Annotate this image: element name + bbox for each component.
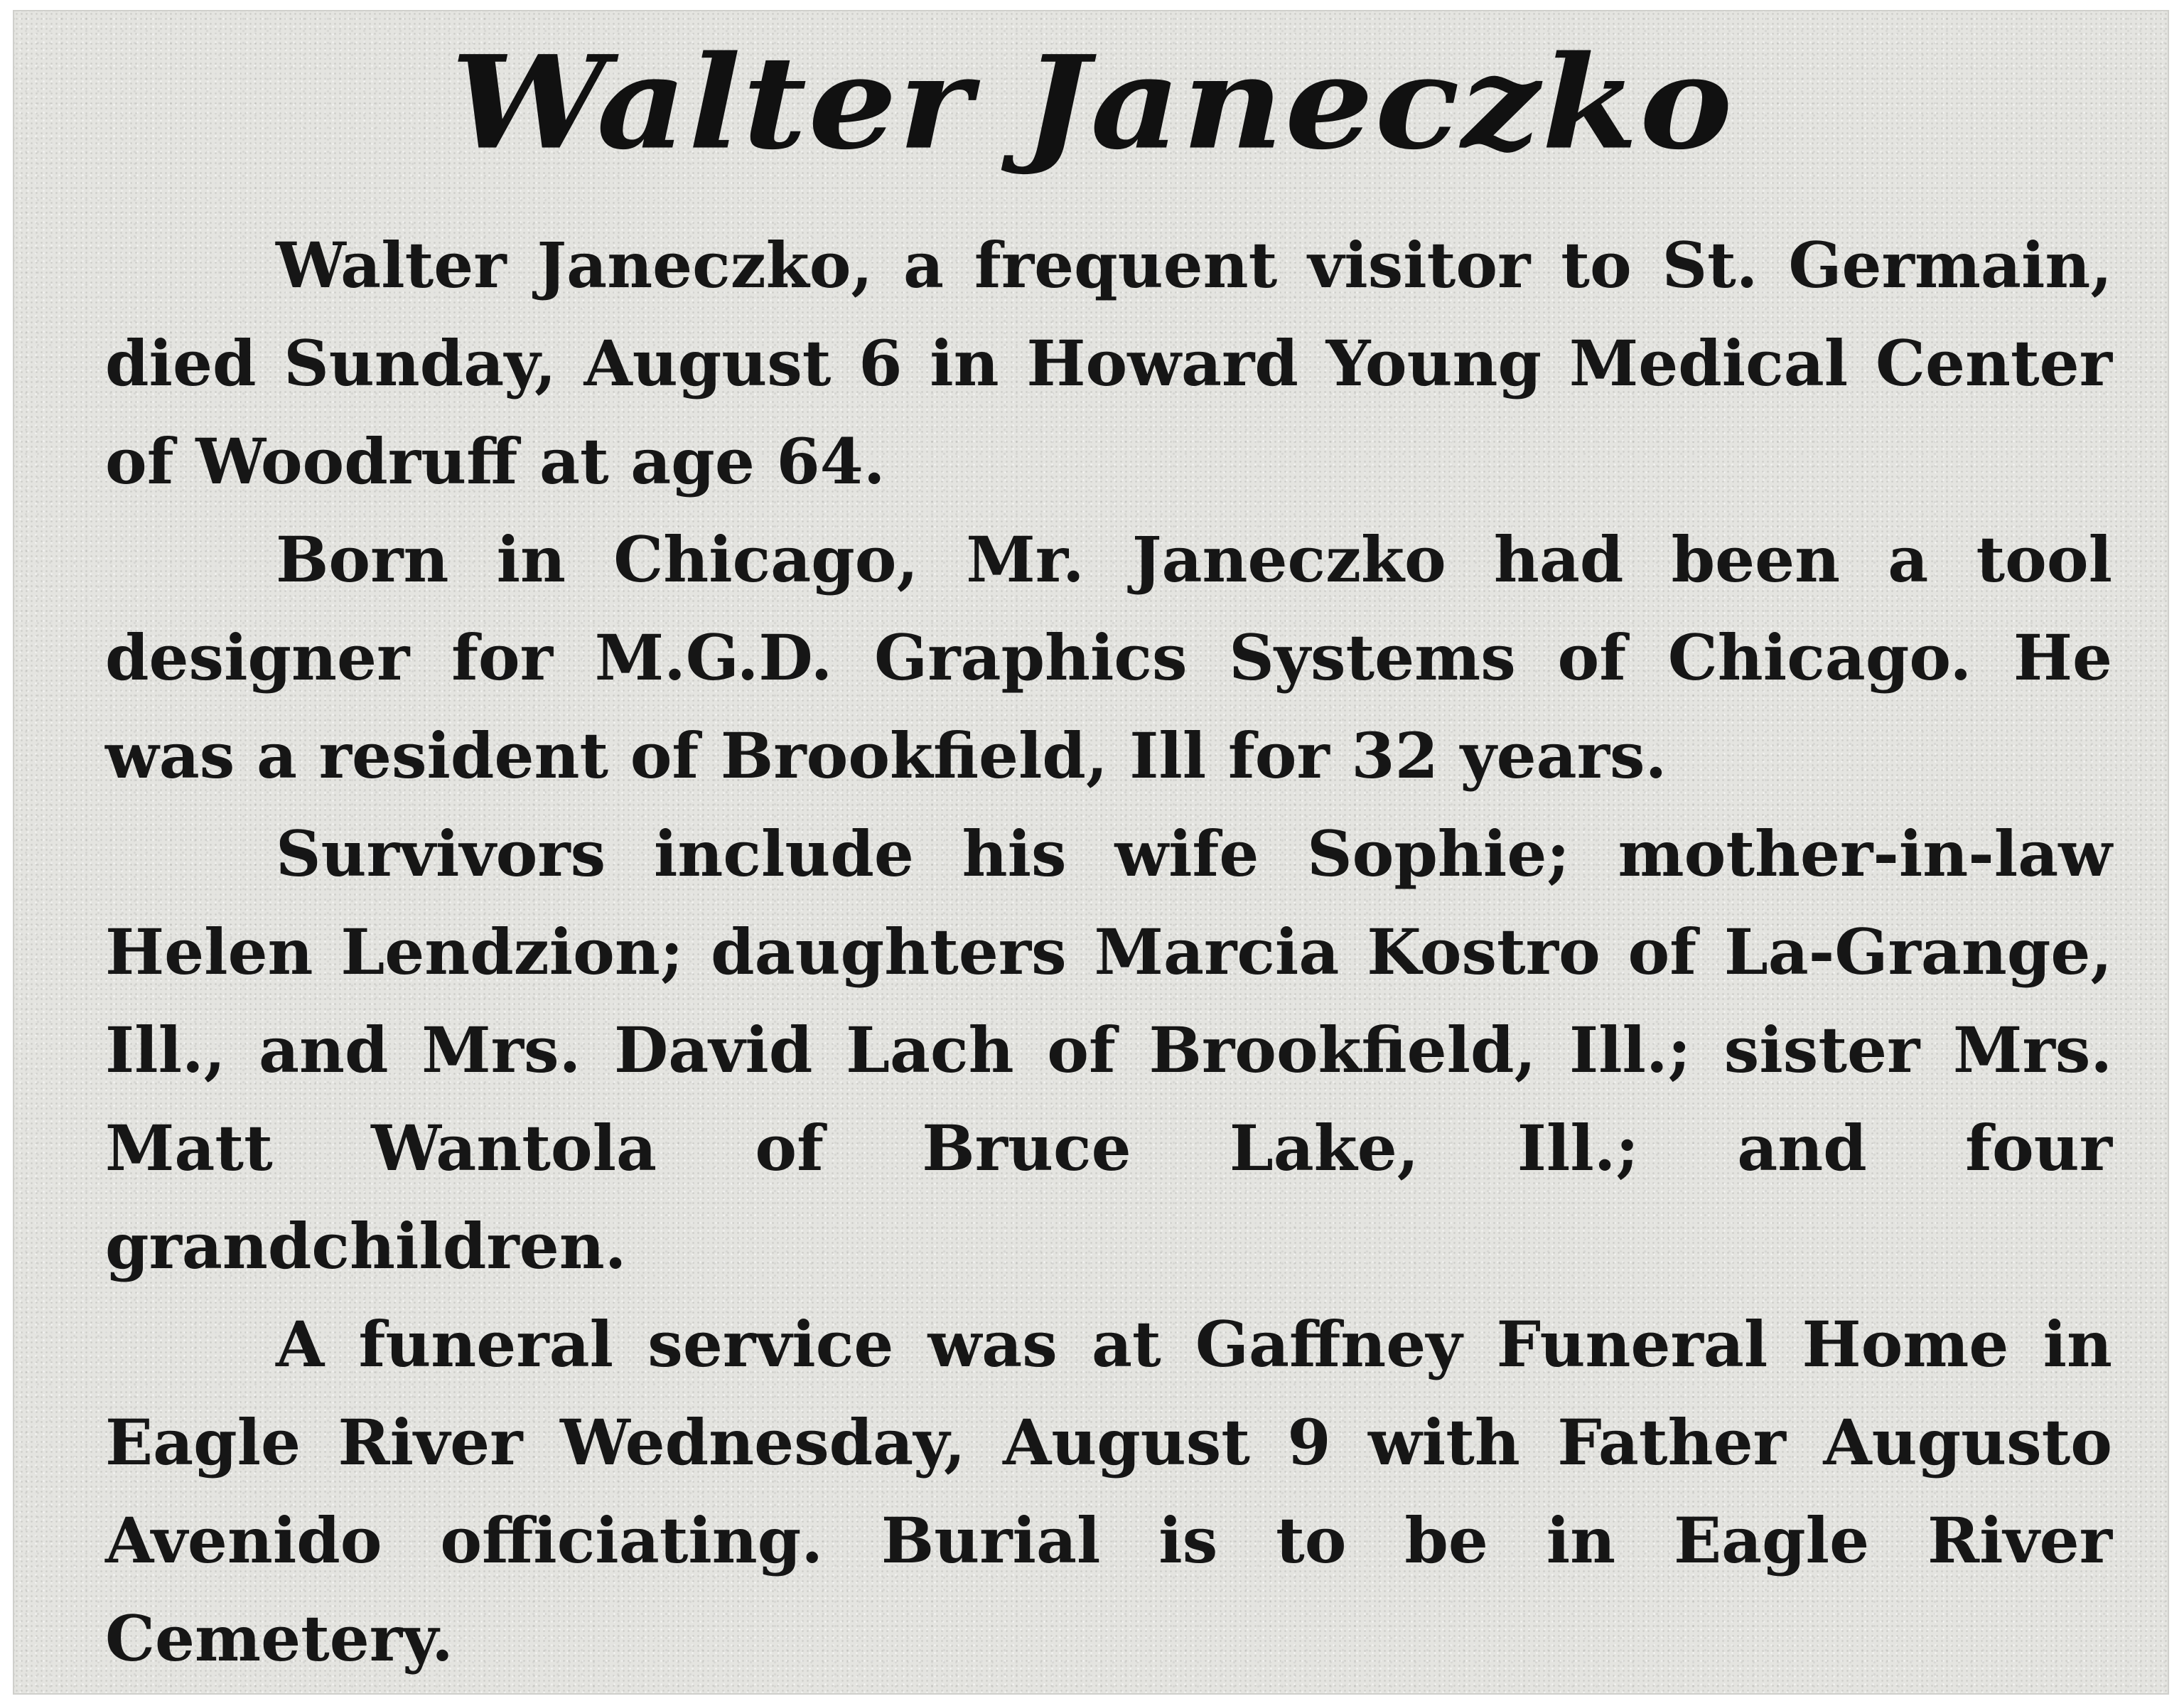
paragraph-biography: Born in Chicago, Mr. Janeczko had been a tool designer for M.G.D. Graphics Systems of Chicago. He was a resident of Brookfield, Ill for 32 years. [105,522,2112,793]
paragraph-death-notice: Walter Janeczko, a frequent visitor to St. Germain, died Sunday, August 6 in Howard Young Medical Center of Woodruff at age 64. [105,228,2112,498]
paragraph-survivors: Survivors include his wife Sophie; mother-in-law Helen Lendzion; daughters Marcia Kostro of La-Grange, Ill., and Mrs. David Lach of Brookfield, Ill.; sister Mrs. Matt Wantola of Bruce Lake, Ill.; and four grandchildren. [105,817,2112,1283]
paragraph-funeral-service: A funeral service was at Gaffney Funeral Home in Eagle River Wednesday, August 9 with Father Augusto Avenido officiating. Burial is to be in Eagle River Cemetery. [105,1307,2112,1675]
newspaper-clipping [13,10,2169,1695]
obituary-body [105,216,2112,1688]
obituary-headline: Walter Janeczko [451,28,1734,178]
